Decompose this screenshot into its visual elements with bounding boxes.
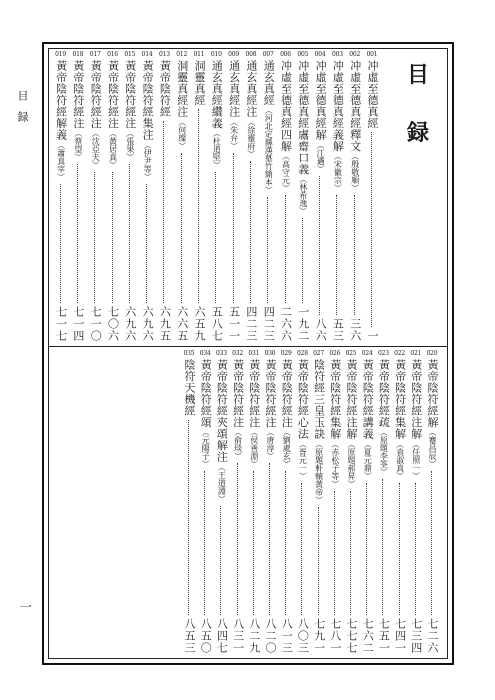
toc-entry[interactable] xyxy=(105,52,121,342)
entry-author-note: （杜道堅） xyxy=(212,129,222,169)
entry-page-number: 七五一 xyxy=(377,618,391,654)
leader-dots xyxy=(181,153,183,304)
entry-author-note: （原題軒轅黃帝） xyxy=(314,439,324,504)
entry-author-note: （唐淳） xyxy=(266,428,275,460)
leader-dots xyxy=(415,483,417,616)
entry-page-number: 六六五 xyxy=(175,306,189,342)
entry-title: 黃帝陰符經集解 xyxy=(328,359,342,440)
page-title-char: 録 xyxy=(406,120,429,146)
entry-author-note: （王道淵） xyxy=(217,462,227,503)
entry-author-note: （劉處玄） xyxy=(282,428,292,468)
leader-dots xyxy=(188,420,190,616)
entry-number: 035 xyxy=(183,350,195,357)
toc-entry[interactable] xyxy=(278,52,294,342)
entry-author-note: （原題李筌） xyxy=(379,428,389,476)
entry-title: 黃帝陰符經注解 xyxy=(409,359,423,440)
toc-entry[interactable] xyxy=(174,52,190,342)
entry-number: 027 xyxy=(313,350,325,357)
entry-number: 015 xyxy=(124,51,136,58)
entry-page-number: 四二三 xyxy=(244,306,258,342)
entry-page-number: 四二三 xyxy=(262,306,276,342)
entry-title: 冲虛至德真經解 xyxy=(314,60,328,141)
toc-entry[interactable] xyxy=(246,351,262,654)
leader-dots xyxy=(77,164,79,303)
toc-entry[interactable] xyxy=(70,52,86,342)
leader-dots xyxy=(60,184,62,304)
entry-page-number: 七九一 xyxy=(312,618,326,654)
entry-title: 通玄真經注 xyxy=(244,60,258,118)
toc-entry[interactable] xyxy=(208,52,224,342)
leader-dots xyxy=(233,153,235,304)
entry-author-note: （何璨） xyxy=(177,117,187,150)
entry-page-number: 七一〇 xyxy=(89,306,103,342)
entry-page-number: 七〇六 xyxy=(106,306,120,342)
toc-entry[interactable] xyxy=(295,52,311,342)
leader-dots xyxy=(163,121,165,304)
toc-entry[interactable] xyxy=(327,351,343,654)
toc-entry[interactable] xyxy=(311,351,327,654)
entry-page-number: 五三 xyxy=(331,318,345,342)
leader-dots xyxy=(215,172,217,303)
entry-page-number: 八三一 xyxy=(231,618,245,654)
entry-author-note: （原題郝昇） xyxy=(347,439,356,488)
entry-title: 冲虛至德真經 xyxy=(366,60,379,129)
entry-author-note: （蔡望） xyxy=(73,129,83,161)
entry-number: 008 xyxy=(245,51,257,58)
toc-entry[interactable] xyxy=(87,52,103,342)
entry-number: 022 xyxy=(394,350,406,357)
toc-entry[interactable] xyxy=(230,351,246,654)
entry-page-number: 八一三 xyxy=(280,618,294,654)
entry-author-note: （林希逸） xyxy=(298,175,308,215)
entry-title: 陰符天機經 xyxy=(183,359,196,417)
toc-entry[interactable] xyxy=(243,52,259,342)
entry-number: 019 xyxy=(55,51,67,58)
toc-entry[interactable] xyxy=(408,351,424,654)
toc-entry[interactable] xyxy=(364,52,380,342)
entry-author-note: （宋徽宗） xyxy=(333,152,343,192)
leader-dots xyxy=(220,506,222,616)
leader-dots xyxy=(285,471,287,615)
entry-author-note: （朱弁） xyxy=(229,117,239,150)
toc-entry[interactable] xyxy=(191,52,207,342)
leader-dots xyxy=(237,463,239,615)
entry-title: 黃帝陰符經注 xyxy=(280,359,294,428)
entry-page-number: 八四七 xyxy=(215,618,229,654)
toc-entry[interactable] xyxy=(312,52,328,342)
toc-entry[interactable] xyxy=(343,351,359,654)
entry-page-number: 七四一 xyxy=(393,618,407,654)
entry-number: 018 xyxy=(72,51,84,58)
entry-number: 028 xyxy=(296,350,308,357)
toc-entry[interactable] xyxy=(139,52,155,342)
entry-title: 黃帝陰符經注 xyxy=(231,359,245,428)
entry-number: 024 xyxy=(361,350,373,357)
entry-number: 011 xyxy=(193,51,205,58)
entry-number: 006 xyxy=(280,51,291,58)
leader-dots xyxy=(399,483,401,616)
toc-entry[interactable] xyxy=(329,52,345,342)
entry-page-number: 七八一 xyxy=(328,618,342,654)
entry-author-note: （袁淑真） xyxy=(395,439,405,480)
entry-page-number: 七六二 xyxy=(361,618,375,654)
margin-label: 目録 xyxy=(16,90,29,132)
entry-author-note: （殷敬順） xyxy=(350,152,360,192)
entry-number: 013 xyxy=(158,51,170,58)
entry-number: 020 xyxy=(426,350,438,357)
entry-page-number: 六九六 xyxy=(141,306,155,342)
toc-entry[interactable] xyxy=(347,52,363,342)
entry-number: 031 xyxy=(248,350,260,357)
leader-dots xyxy=(318,507,320,616)
entry-author-note: （徐靈府） xyxy=(246,117,256,158)
toc-entry[interactable] xyxy=(156,52,172,342)
entry-title: 黃帝陰符經注解 xyxy=(345,359,358,440)
entry-title: 冲虛至德真經四解 xyxy=(279,60,293,152)
entry-number: 001 xyxy=(366,51,378,58)
entry-number: 033 xyxy=(215,350,227,357)
entry-number: 032 xyxy=(232,350,244,357)
entry-author-note: （伊尹等） xyxy=(143,140,153,181)
entry-title: 黃帝陰符經頌 xyxy=(199,359,213,428)
entry-title: 黃帝陰符經夾頌解注 xyxy=(215,359,229,463)
entry-page-number: 八二〇 xyxy=(264,618,277,654)
entry-author-note: （胥元一） xyxy=(298,439,308,480)
toc-entry[interactable] xyxy=(392,351,408,654)
leader-dots xyxy=(204,471,206,615)
entry-page-number: 六九五 xyxy=(158,306,172,342)
page-title-char: 目 xyxy=(406,62,429,88)
toc-entry[interactable] xyxy=(359,351,375,654)
entry-number: 025 xyxy=(345,350,357,357)
section-divider xyxy=(48,346,448,347)
entry-page-number: 七一七 xyxy=(54,306,68,342)
toc-entry[interactable] xyxy=(122,52,138,342)
entry-title: 黃帝陰符經解 xyxy=(426,359,439,428)
entry-number: 007 xyxy=(262,51,274,58)
entry-number: 030 xyxy=(264,350,276,357)
leader-dots xyxy=(371,132,373,327)
entry-page-number: 八五三 xyxy=(183,618,196,654)
leader-dots xyxy=(350,491,352,616)
entry-author-note: （俞琰） xyxy=(233,428,243,460)
entry-title: 洞靈真經注 xyxy=(175,60,189,118)
entry-author-note: （沈亞夫） xyxy=(91,129,101,169)
entry-author-note: （赤松子等） xyxy=(330,439,340,488)
leader-dots xyxy=(354,195,356,315)
entry-page-number: 五一一 xyxy=(227,306,241,342)
margin-page-number: 一 xyxy=(16,600,31,613)
entry-page-number: 一 xyxy=(366,330,379,342)
entry-title: 陰符經三皇玉訣 xyxy=(312,359,326,440)
entry-title: 冲虛至德真經鬳齋口義 xyxy=(296,60,310,175)
entry-author-note: （夏元鼎） xyxy=(363,439,373,480)
entry-title: 黃帝陰符經注 xyxy=(106,60,120,129)
entry-title: 黃帝陰符經注 xyxy=(247,359,261,428)
leader-dots xyxy=(302,218,304,303)
entry-author-note: （高守元） xyxy=(281,152,291,192)
entry-title: 冲虛至德真經義解 xyxy=(331,60,345,152)
entry-number: 009 xyxy=(228,51,240,58)
entry-number: 029 xyxy=(280,350,292,357)
entry-page-number: 八〇三 xyxy=(296,618,310,654)
entry-author-note: （江遹） xyxy=(316,140,326,173)
leader-dots xyxy=(334,491,336,616)
entry-number: 012 xyxy=(176,51,188,58)
entry-page-number: 一九二 xyxy=(296,306,310,342)
toc-entry[interactable] xyxy=(197,351,213,654)
entry-number: 016 xyxy=(107,51,118,58)
entry-title: 黃帝陰符經注 xyxy=(71,60,85,129)
entry-title: 冲虛至德真經釋文 xyxy=(348,60,362,152)
toc-entry[interactable] xyxy=(424,351,440,654)
toc-entry[interactable] xyxy=(260,52,276,342)
toc-entry[interactable] xyxy=(181,351,197,654)
leader-dots xyxy=(382,479,384,615)
toc-entry[interactable] xyxy=(278,351,294,654)
entry-title: 黃帝陰符經集解 xyxy=(393,359,407,440)
entry-number: 014 xyxy=(141,51,153,58)
entry-title: 黃帝陰符經集注 xyxy=(141,60,155,141)
entry-author-note: （河北定縣漢墓竹簡本） xyxy=(264,106,274,194)
entry-number: 034 xyxy=(199,350,211,357)
entry-author-note: （蕭真宰） xyxy=(56,140,66,181)
toc-entry[interactable] xyxy=(375,351,391,654)
entry-number: 004 xyxy=(314,51,326,58)
toc-entry[interactable] xyxy=(294,351,310,654)
toc-entry[interactable] xyxy=(53,52,69,342)
entry-page-number: 五八七 xyxy=(210,306,224,342)
entry-page-number: 八二九 xyxy=(247,618,261,654)
leader-dots xyxy=(198,109,200,303)
entry-title: 黃帝陰符經注 xyxy=(123,60,137,129)
leader-dots xyxy=(94,172,96,303)
entry-author-note: （黃居真） xyxy=(108,129,118,169)
entry-page-number: 六九六 xyxy=(123,306,137,342)
entry-page-number: 二六六 xyxy=(279,306,293,342)
toc-entry[interactable] xyxy=(213,351,229,654)
toc-entry[interactable] xyxy=(262,351,278,654)
entry-page-number: 三六 xyxy=(348,318,362,342)
entry-title: 黃帝陰符經心法 xyxy=(296,359,310,440)
entry-author-note: （元陽子） xyxy=(201,428,211,468)
leader-dots xyxy=(431,471,433,615)
leader-dots xyxy=(146,184,148,304)
entry-number: 005 xyxy=(297,51,309,58)
entry-page-number: 七二六 xyxy=(426,618,439,654)
entry-number: 021 xyxy=(410,350,422,357)
entry-title: 黃帝陰符經疏 xyxy=(377,359,391,428)
entry-author-note: （侯善淵） xyxy=(249,428,259,468)
entry-author-note: （張果） xyxy=(125,129,135,161)
entry-title: 黃帝陰符經講義 xyxy=(361,359,375,440)
entry-number: 002 xyxy=(349,51,361,58)
entry-page-number: 八六 xyxy=(314,318,328,342)
leader-dots xyxy=(267,197,269,303)
entry-title: 通玄真經纘義 xyxy=(210,60,224,129)
entry-title: 通玄真經 xyxy=(262,60,276,106)
toc-entry[interactable] xyxy=(226,52,242,342)
entry-title: 通玄真經注 xyxy=(227,60,241,118)
entry-title: 黃帝陰符經注 xyxy=(89,60,103,129)
entry-number: 023 xyxy=(377,350,389,357)
leader-dots xyxy=(269,463,271,615)
entry-number: 026 xyxy=(329,350,341,357)
leader-dots xyxy=(319,176,321,316)
leader-dots xyxy=(250,161,252,304)
entry-number: 010 xyxy=(210,51,222,58)
leader-dots xyxy=(285,195,287,303)
entry-title: 黃帝陰符經注 xyxy=(264,359,277,428)
entry-number: 017 xyxy=(89,51,101,58)
leader-dots xyxy=(253,471,255,615)
leader-dots xyxy=(336,195,338,315)
leader-dots xyxy=(112,172,114,303)
leader-dots xyxy=(366,483,368,616)
entry-title: 黃帝陰符經 xyxy=(158,60,172,118)
entry-author-note: （任照一） xyxy=(411,439,421,480)
leader-dots xyxy=(301,483,303,616)
page-title xyxy=(398,64,438,144)
leader-dots xyxy=(129,164,131,303)
entry-page-number: 八五〇 xyxy=(199,618,213,654)
entry-page-number: 六五九 xyxy=(193,306,206,342)
entry-number: 003 xyxy=(331,51,343,58)
entry-page-number: 七七七 xyxy=(345,618,358,654)
entry-page-number: 七一四 xyxy=(71,306,85,342)
entry-title: 黃帝陰符經解義 xyxy=(54,60,68,141)
entry-page-number: 七三四 xyxy=(409,618,423,654)
entry-title: 洞靈真經 xyxy=(193,60,206,106)
entry-author-note: （蹇昌辰） xyxy=(428,428,437,468)
